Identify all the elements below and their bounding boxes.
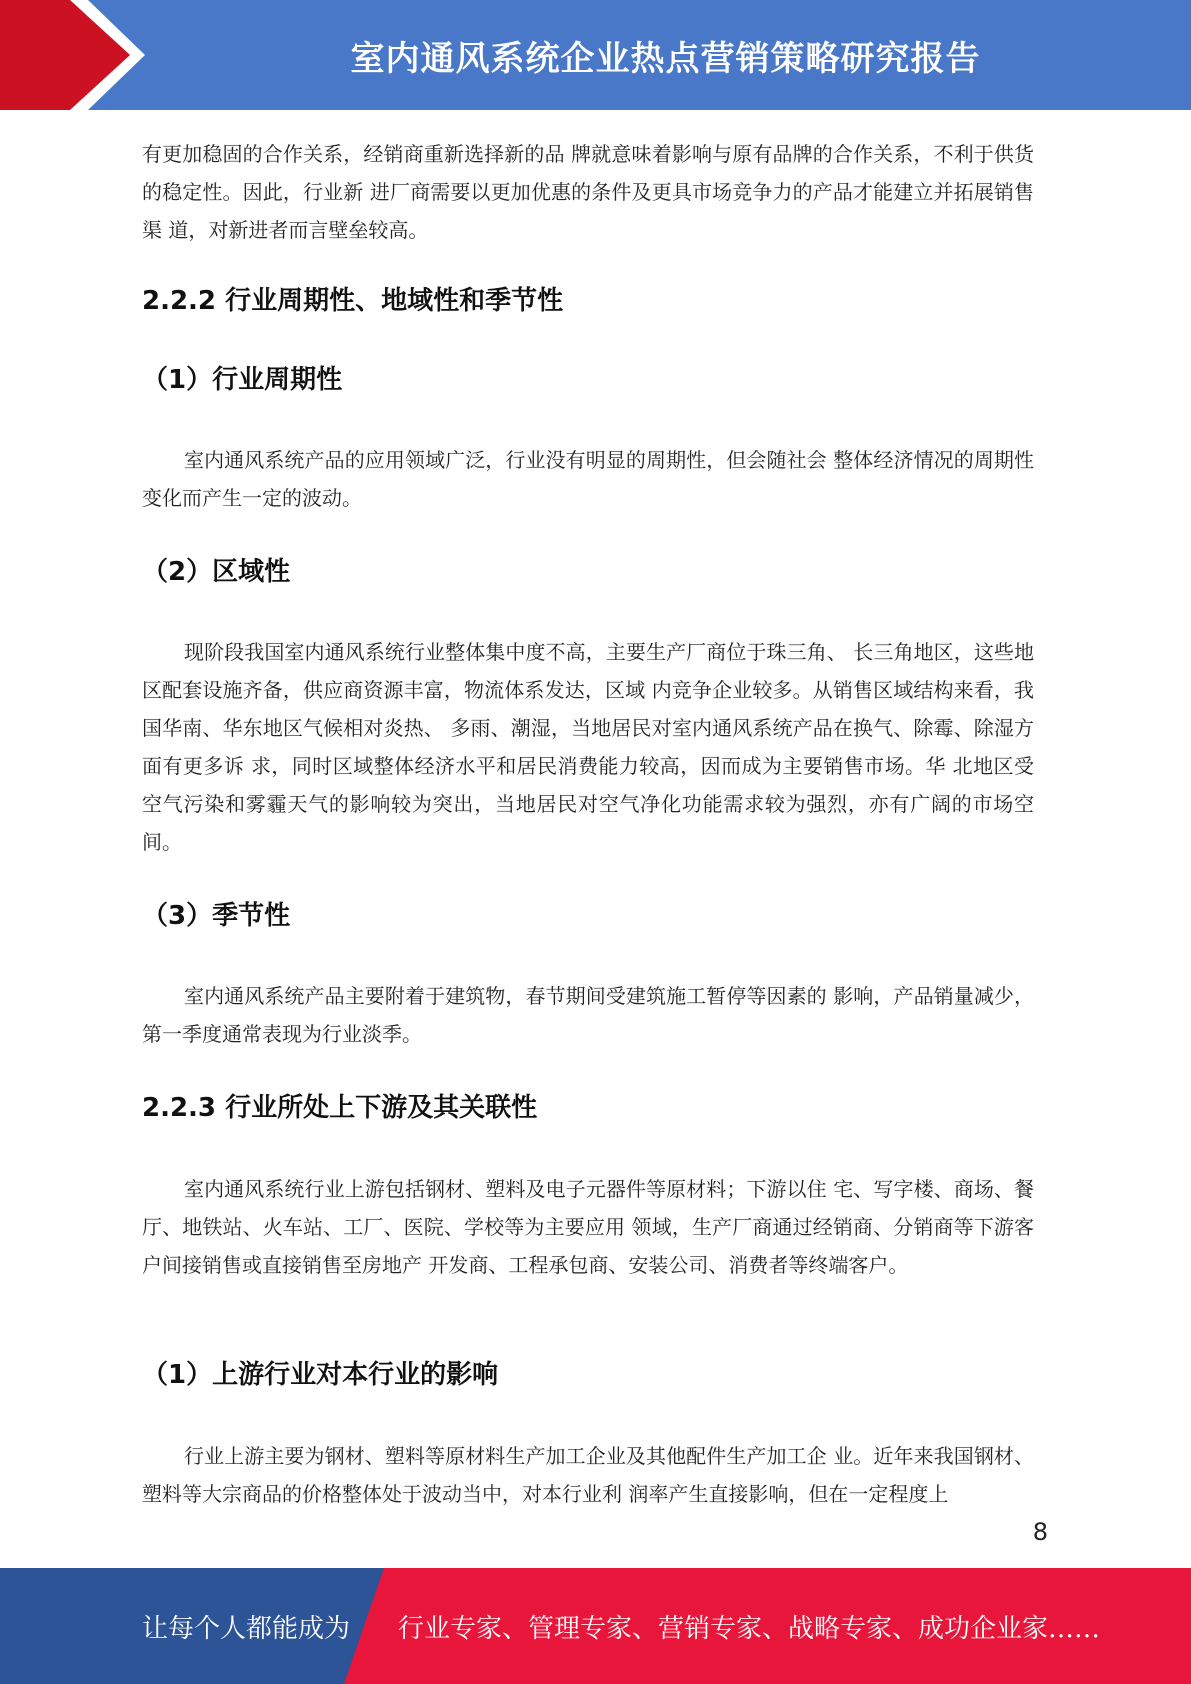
- heading-region: （2）区域性: [142, 557, 291, 587]
- heading-2-2-3: 2.2.3 行业所处上下游及其关联性: [142, 1093, 538, 1123]
- heading-2-2-2: 2.2.2 行业周期性、地域性和季节性: [142, 286, 564, 316]
- paragraph-cycle: 室内通风系统产品的应用领域广泛，行业没有明显的周期性，但会随社会 整体经济情况的周期性变化而产生一定的波动。: [142, 448, 1034, 510]
- report-title: 室内通风系统企业热点营销策略研究报告: [350, 38, 981, 79]
- intro-paragraph: 有更加稳固的合作关系，经销商重新选择新的品 牌就意味着影响与原有品牌的合作关系，不利于供货的稳定性。因此，行业新 进厂商需要以更加优惠的条件及更具市场竞争力的产品才能建立并拓展销售渠 道，对新进者而言壁垒较高。: [142, 142, 1034, 242]
- page-header: [0, 0, 1191, 110]
- heading-cycle: （1）行业周期性: [142, 365, 343, 395]
- paragraph-chain: 室内通风系统行业上游包括钢材、塑料及电子元器件等原材料；下游以住 宅、写字楼、商场、餐厅、地铁站、火车站、工厂、医院、学校等为主要应用 领域，生产厂商通过经销商、分销商等下游客户间接销售或直接销售至房地产 开发商、工程承包商、安装公司、消费者等终端客户。: [142, 1177, 1034, 1277]
- page-number: 8: [1032, 1518, 1048, 1546]
- paragraph-season: 室内通风系统产品主要附着于建筑物，春节期间受建筑施工暂停等因素的 影响，产品销量减少，第一季度通常表现为行业淡季。: [142, 984, 1034, 1046]
- header-arrow-decoration: [0, 0, 160, 110]
- heading-season: （3）季节性: [142, 901, 291, 931]
- paragraph-upstream: 行业上游主要为钢材、塑料等原材料生产加工企业及其他配件生产加工企 业。近年来我国钢材、塑料等大宗商品的价格整体处于波动当中，对本行业利 润率产生直接影响，但在一定程度上: [142, 1444, 1034, 1506]
- page-footer: [0, 1568, 1191, 1684]
- paragraph-region: 现阶段我国室内通风系统行业整体集中度不高，主要生产厂商位于珠三角、 长三角地区，这些地区配套设施齐备，供应商资源丰富，物流体系发达，区域 内竞争企业较多。从销售区域结构来看，我国华南、华东地区气候相对炎热、 多雨、潮湿，当地居民对室内通风系统产品在换气、除霉、除湿方面有更多诉 求，同时区域整体经济水平和居民消费能力较高，因而成为主要销售市场。华 北地区受空气污染和雾霾天气的影响较为突出，当地居民对空气净化功能需求较为强烈，亦有广阔的市场空间。: [142, 640, 1034, 854]
- footer-slogan-right: 行业专家、管理专家、营销专家、战略专家、成功企业家……: [398, 1613, 1101, 1644]
- footer-slogan-left: 让每个人都能成为: [142, 1613, 351, 1644]
- heading-upstream: （1）上游行业对本行业的影响: [142, 1360, 499, 1390]
